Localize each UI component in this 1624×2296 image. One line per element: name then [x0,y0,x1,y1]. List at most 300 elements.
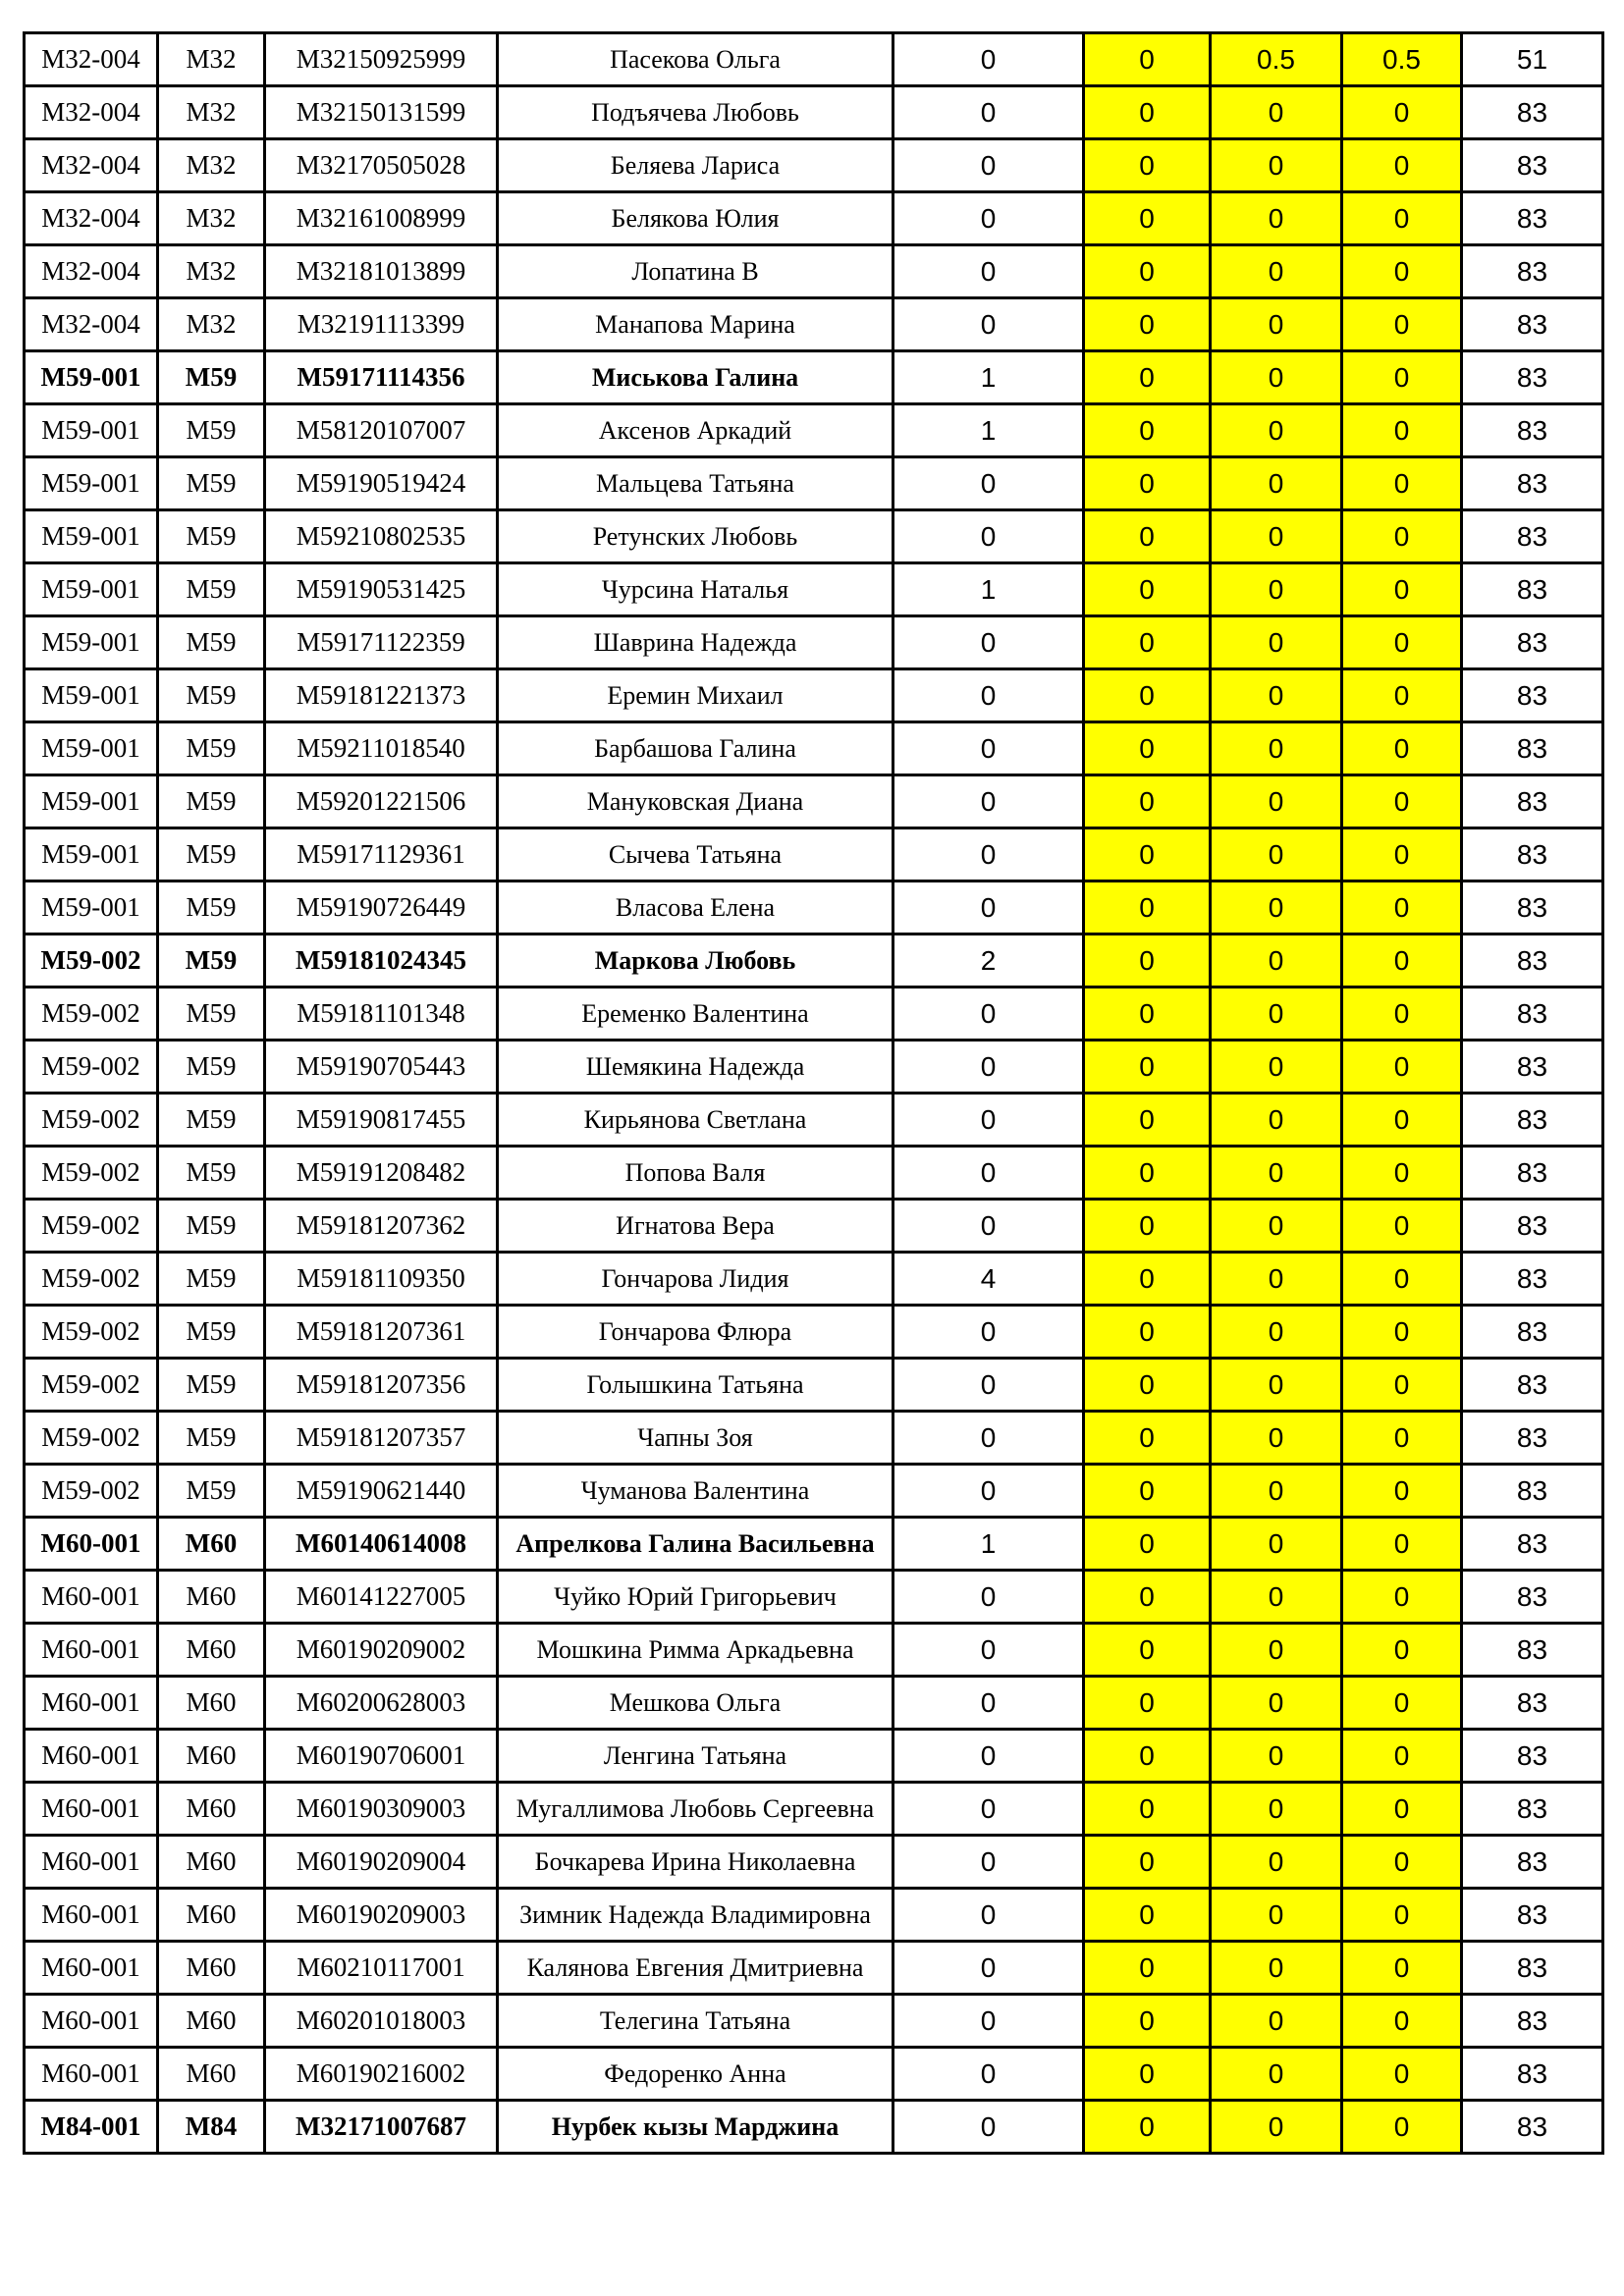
table-row [25,1571,1603,1624]
cell-group: M59 [158,1200,265,1253]
cell-group: M59 [158,669,265,722]
cell-name: Федоренко Анна [498,2048,893,2101]
cell-score: 83 [1462,1942,1603,1995]
cell-value-c: 0 [1342,298,1462,351]
cell-name: Кирьянова Светлана [498,1094,893,1147]
cell-value-c: 0 [1342,1359,1462,1412]
table-row [25,1730,1603,1783]
cell-value-b: 0 [1211,1359,1342,1412]
cell-id: M60141227005 [265,1571,498,1624]
cell-value-b: 0 [1211,245,1342,298]
cell-score: 83 [1462,988,1603,1041]
cell-value-c: 0 [1342,457,1462,510]
cell-group: M32 [158,33,265,86]
cell-value-a: 0 [1084,1041,1211,1094]
table-row [25,828,1603,881]
cell-code: M59-002 [25,1306,158,1359]
cell-count: 0 [893,881,1084,934]
table-row [25,1041,1603,1094]
cell-score: 83 [1462,1359,1603,1412]
cell-name: Чуманова Валентина [498,1465,893,1518]
cell-count: 0 [893,1677,1084,1730]
cell-score: 83 [1462,1836,1603,1889]
cell-value-c: 0 [1342,1836,1462,1889]
cell-code: M59-001 [25,563,158,616]
cell-code: M60-001 [25,1624,158,1677]
cell-group: M59 [158,881,265,934]
cell-group: M60 [158,1624,265,1677]
table-row [25,1412,1603,1465]
cell-group: M59 [158,722,265,775]
cell-name: Голышкина Татьяна [498,1359,893,1412]
cell-code: M60-001 [25,1518,158,1571]
cell-value-c: 0 [1342,722,1462,775]
cell-id: M60201018003 [265,1995,498,2048]
cell-code: M59-002 [25,1465,158,1518]
cell-score: 83 [1462,1094,1603,1147]
cell-value-c: 0 [1342,1041,1462,1094]
cell-value-a: 0 [1084,563,1211,616]
cell-score: 83 [1462,1571,1603,1624]
cell-value-c: 0 [1342,988,1462,1041]
cell-name: Игнатова Вера [498,1200,893,1253]
cell-value-b: 0 [1211,351,1342,404]
table-row [25,404,1603,457]
cell-value-b: 0 [1211,1465,1342,1518]
cell-id: M32170505028 [265,139,498,192]
cell-value-b: 0 [1211,510,1342,563]
cell-value-b: 0 [1211,298,1342,351]
cell-group: M59 [158,1094,265,1147]
cell-score: 83 [1462,722,1603,775]
cell-value-c: 0 [1342,510,1462,563]
cell-id: M59171129361 [265,828,498,881]
cell-value-b: 0 [1211,563,1342,616]
cell-name: Ретунских Любовь [498,510,893,563]
cell-value-a: 0 [1084,298,1211,351]
cell-code: M60-001 [25,1677,158,1730]
cell-group: M60 [158,1571,265,1624]
cell-value-c: 0 [1342,1730,1462,1783]
cell-value-a: 0 [1084,828,1211,881]
cell-score: 83 [1462,934,1603,988]
cell-code: M32-004 [25,33,158,86]
cell-value-c: 0 [1342,351,1462,404]
cell-count: 1 [893,1518,1084,1571]
cell-value-b: 0 [1211,828,1342,881]
cell-value-c: 0 [1342,563,1462,616]
cell-score: 83 [1462,1041,1603,1094]
table-row [25,33,1603,86]
cell-group: M59 [158,828,265,881]
cell-group: M60 [158,1942,265,1995]
cell-name: Гончарова Лидия [498,1253,893,1306]
cell-name: Барбашова Галина [498,722,893,775]
cell-value-a: 0 [1084,139,1211,192]
cell-id: M60210117001 [265,1942,498,1995]
cell-code: M59-002 [25,934,158,988]
cell-id: M59190705443 [265,1041,498,1094]
cell-value-c: 0 [1342,192,1462,245]
cell-count: 0 [893,1200,1084,1253]
cell-group: M59 [158,1041,265,1094]
cell-name: Подъячева Любовь [498,86,893,139]
cell-group: M60 [158,1518,265,1571]
table-row [25,1465,1603,1518]
cell-code: M59-002 [25,1094,158,1147]
table-row [25,1836,1603,1889]
cell-group: M59 [158,988,265,1041]
cell-code: M32-004 [25,245,158,298]
cell-id: M59190519424 [265,457,498,510]
cell-value-a: 0 [1084,1518,1211,1571]
cell-code: M60-001 [25,2048,158,2101]
cell-id: M59181024345 [265,934,498,988]
cell-name: Мугаллимова Любовь Сергеевна [498,1783,893,1836]
cell-name: Чапны Зоя [498,1412,893,1465]
cell-name: Чурсина Наталья [498,563,893,616]
cell-code: M59-001 [25,722,158,775]
table-row [25,1942,1603,1995]
cell-value-c: 0.5 [1342,33,1462,86]
cell-count: 0 [893,1465,1084,1518]
cell-group: M59 [158,1412,265,1465]
table-row [25,1624,1603,1677]
cell-value-b: 0 [1211,1041,1342,1094]
cell-value-a: 0 [1084,1836,1211,1889]
cell-score: 83 [1462,1783,1603,1836]
cell-score: 83 [1462,1253,1603,1306]
cell-group: M60 [158,1783,265,1836]
cell-code: M59-001 [25,775,158,828]
cell-count: 0 [893,988,1084,1041]
cell-value-a: 0 [1084,1253,1211,1306]
cell-group: M32 [158,298,265,351]
cell-count: 0 [893,1306,1084,1359]
cell-count: 0 [893,1730,1084,1783]
table-row [25,881,1603,934]
cell-score: 83 [1462,510,1603,563]
cell-value-c: 0 [1342,1253,1462,1306]
cell-code: M59-001 [25,881,158,934]
cell-value-c: 0 [1342,1942,1462,1995]
cell-value-a: 0 [1084,988,1211,1041]
cell-value-b: 0 [1211,1836,1342,1889]
cell-value-a: 0 [1084,775,1211,828]
cell-value-c: 0 [1342,775,1462,828]
cell-code: M59-001 [25,351,158,404]
cell-count: 0 [893,722,1084,775]
cell-group: M59 [158,1253,265,1306]
cell-score: 83 [1462,1200,1603,1253]
cell-value-c: 0 [1342,245,1462,298]
cell-value-a: 0 [1084,1624,1211,1677]
cell-score: 83 [1462,828,1603,881]
cell-id: M60190209003 [265,1889,498,1942]
cell-score: 83 [1462,245,1603,298]
cell-id: M60190209004 [265,1836,498,1889]
cell-name: Сычева Татьяна [498,828,893,881]
table-row [25,1200,1603,1253]
cell-id: M59181221373 [265,669,498,722]
cell-value-a: 0 [1084,1359,1211,1412]
cell-id: M59190621440 [265,1465,498,1518]
cell-name: Ленгина Татьяна [498,1730,893,1783]
cell-count: 0 [893,1836,1084,1889]
cell-value-c: 0 [1342,1995,1462,2048]
cell-value-b: 0 [1211,1677,1342,1730]
cell-code: M59-001 [25,828,158,881]
cell-code: M60-001 [25,1730,158,1783]
cell-value-b: 0 [1211,1200,1342,1253]
cell-name: Попова Валя [498,1147,893,1200]
cell-value-c: 0 [1342,616,1462,669]
cell-value-b: 0 [1211,988,1342,1041]
table-row [25,669,1603,722]
table-row [25,1253,1603,1306]
cell-group: M32 [158,192,265,245]
table-body [25,33,1603,2154]
table-row-leader [25,1518,1603,1571]
cell-value-a: 0 [1084,33,1211,86]
cell-score: 83 [1462,1518,1603,1571]
cell-value-a: 0 [1084,351,1211,404]
cell-name: Миськова Галина [498,351,893,404]
cell-id: M32150925999 [265,33,498,86]
cell-value-b: 0 [1211,1783,1342,1836]
cell-group: M59 [158,1359,265,1412]
cell-name: Маркова Любовь [498,934,893,988]
cell-count: 0 [893,457,1084,510]
cell-count: 0 [893,669,1084,722]
cell-value-b: 0 [1211,722,1342,775]
cell-count: 1 [893,351,1084,404]
cell-group: M60 [158,1889,265,1942]
cell-value-b: 0 [1211,86,1342,139]
cell-id: M59191208482 [265,1147,498,1200]
cell-value-a: 0 [1084,722,1211,775]
cell-count: 0 [893,86,1084,139]
cell-name: Еременко Валентина [498,988,893,1041]
table-row [25,2048,1603,2101]
cell-code: M60-001 [25,1995,158,2048]
table-row [25,298,1603,351]
cell-count: 0 [893,1624,1084,1677]
cell-value-a: 0 [1084,404,1211,457]
cell-id: M59171122359 [265,616,498,669]
table-row-leader [25,2101,1603,2154]
table-row [25,616,1603,669]
cell-count: 0 [893,1094,1084,1147]
cell-value-a: 0 [1084,881,1211,934]
cell-group: M59 [158,934,265,988]
table-row [25,245,1603,298]
cell-value-b: 0 [1211,139,1342,192]
table-row [25,1094,1603,1147]
cell-score: 83 [1462,86,1603,139]
cell-value-a: 0 [1084,1783,1211,1836]
cell-value-a: 0 [1084,457,1211,510]
cell-id: M58120107007 [265,404,498,457]
table-row [25,1995,1603,2048]
cell-value-a: 0 [1084,1306,1211,1359]
cell-name: Телегина Татьяна [498,1995,893,2048]
cell-id: M59181207356 [265,1359,498,1412]
cell-name: Мешкова Ольга [498,1677,893,1730]
table-row [25,1677,1603,1730]
cell-value-a: 0 [1084,1571,1211,1624]
cell-code: M32-004 [25,298,158,351]
cell-score: 83 [1462,1465,1603,1518]
cell-group: M60 [158,1836,265,1889]
cell-value-c: 0 [1342,1412,1462,1465]
cell-score: 83 [1462,1730,1603,1783]
cell-name: Белякова Юлия [498,192,893,245]
cell-name: Мошкина Римма Аркадьевна [498,1624,893,1677]
cell-code: M59-002 [25,1412,158,1465]
cell-code: M32-004 [25,86,158,139]
cell-id: M59181207361 [265,1306,498,1359]
cell-count: 0 [893,1359,1084,1412]
cell-code: M59-001 [25,457,158,510]
cell-code: M59-002 [25,1253,158,1306]
cell-value-c: 0 [1342,86,1462,139]
cell-value-b: 0 [1211,1889,1342,1942]
cell-score: 83 [1462,192,1603,245]
cell-score: 83 [1462,351,1603,404]
cell-value-b: 0 [1211,192,1342,245]
cell-value-b: 0 [1211,669,1342,722]
cell-value-c: 0 [1342,1200,1462,1253]
cell-id: M59181101348 [265,988,498,1041]
cell-count: 0 [893,33,1084,86]
cell-group: M32 [158,245,265,298]
cell-count: 0 [893,1783,1084,1836]
table-row [25,1306,1603,1359]
cell-code: M59-002 [25,1147,158,1200]
cell-value-c: 0 [1342,1889,1462,1942]
cell-score: 83 [1462,881,1603,934]
cell-value-a: 0 [1084,1942,1211,1995]
cell-group: M59 [158,1147,265,1200]
table-row [25,1783,1603,1836]
cell-count: 0 [893,2048,1084,2101]
cell-value-b: 0 [1211,2101,1342,2154]
cell-score: 83 [1462,775,1603,828]
table-row [25,1359,1603,1412]
cell-name: Еремин Михаил [498,669,893,722]
cell-group: M60 [158,1730,265,1783]
cell-code: M59-001 [25,510,158,563]
cell-group: M60 [158,2048,265,2101]
cell-name: Зимник Надежда Владимировна [498,1889,893,1942]
cell-group: M59 [158,563,265,616]
cell-name: Бочкарева Ирина Николаевна [498,1836,893,1889]
cell-score: 83 [1462,616,1603,669]
cell-group: M59 [158,1465,265,1518]
cell-code: M59-002 [25,1359,158,1412]
cell-count: 0 [893,1889,1084,1942]
cell-count: 0 [893,828,1084,881]
cell-value-a: 0 [1084,1200,1211,1253]
cell-count: 0 [893,1995,1084,2048]
cell-score: 83 [1462,1306,1603,1359]
cell-group: M59 [158,351,265,404]
cell-value-a: 0 [1084,1094,1211,1147]
cell-id: M59171114356 [265,351,498,404]
cell-count: 0 [893,1041,1084,1094]
cell-value-c: 0 [1342,404,1462,457]
cell-code: M59-001 [25,616,158,669]
cell-score: 83 [1462,457,1603,510]
cell-count: 0 [893,192,1084,245]
cell-count: 1 [893,404,1084,457]
cell-score: 83 [1462,563,1603,616]
cell-count: 0 [893,616,1084,669]
cell-score: 83 [1462,404,1603,457]
cell-id: M59201221506 [265,775,498,828]
cell-value-b: 0 [1211,1942,1342,1995]
cell-id: M32161008999 [265,192,498,245]
cell-value-c: 0 [1342,669,1462,722]
cell-score: 83 [1462,669,1603,722]
cell-count: 0 [893,1412,1084,1465]
table-row [25,139,1603,192]
cell-id: M59181207357 [265,1412,498,1465]
table-row [25,510,1603,563]
cell-value-a: 0 [1084,1677,1211,1730]
cell-group: M32 [158,86,265,139]
cell-count: 1 [893,563,1084,616]
cell-code: M59-002 [25,1041,158,1094]
cell-name: Гончарова Флюра [498,1306,893,1359]
cell-id: M32181013899 [265,245,498,298]
cell-count: 2 [893,934,1084,988]
cell-count: 4 [893,1253,1084,1306]
cell-name: Лопатина В [498,245,893,298]
table-row [25,988,1603,1041]
cell-id: M59190817455 [265,1094,498,1147]
cell-id: M59190726449 [265,881,498,934]
cell-value-a: 0 [1084,669,1211,722]
cell-value-b: 0 [1211,934,1342,988]
cell-group: M59 [158,1306,265,1359]
cell-value-a: 0 [1084,1465,1211,1518]
cell-value-b: 0 [1211,1147,1342,1200]
cell-code: M59-001 [25,404,158,457]
cell-value-c: 0 [1342,139,1462,192]
table-row [25,1889,1603,1942]
cell-value-a: 0 [1084,1147,1211,1200]
cell-value-a: 0 [1084,616,1211,669]
cell-score: 83 [1462,1624,1603,1677]
cell-value-a: 0 [1084,2048,1211,2101]
cell-value-c: 0 [1342,2048,1462,2101]
cell-group: M60 [158,1995,265,2048]
cell-name: Чуйко Юрий Григорьевич [498,1571,893,1624]
cell-id: M60200628003 [265,1677,498,1730]
cell-id: M60190209002 [265,1624,498,1677]
cell-group: M84 [158,2101,265,2154]
cell-value-b: 0 [1211,616,1342,669]
cell-value-b: 0 [1211,1412,1342,1465]
cell-value-c: 0 [1342,1094,1462,1147]
cell-code: M32-004 [25,192,158,245]
cell-code: M60-001 [25,1783,158,1836]
cell-name: Апрелкова Галина Васильевна [498,1518,893,1571]
cell-id: M32171007687 [265,2101,498,2154]
cell-value-b: 0 [1211,881,1342,934]
